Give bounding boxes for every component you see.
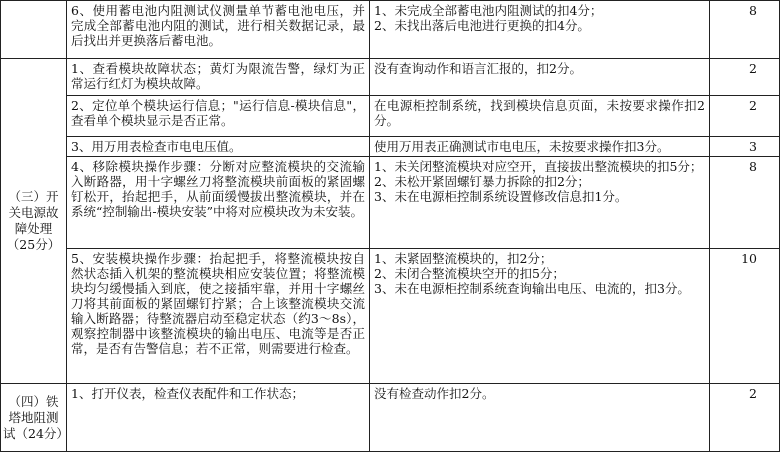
rule-line: 1、未关闭整流模块对应空开，直接拔出整流模块的扣5分；: [374, 159, 703, 174]
score-cell: [710, 96, 780, 137]
score-cell: [710, 249, 780, 384]
table-row: [1, 96, 780, 137]
rule-cell: [370, 1, 710, 59]
content-cell: [67, 59, 370, 96]
section-cell-previous: [1, 1, 67, 59]
rule-cell: [370, 157, 710, 249]
content-line: 5、安装模块操作步骤：抬起把手，将整流模块按自然状态插入机架的整流模块相应安装位置；将整流模块均匀缓慢插入到底，使之接插牢靠，并用十字螺丝刀将其前面板的紧固螺钉拧紧；合上该整流模块交流输入断路器；待整流器启动至稳定状态（约3～8s），观察控制器中该整流模块的输出电压、电流等是否正常，是否有告警信息；若不正常，则需要进行检查。: [71, 251, 365, 356]
rule-line: 使用万用表正确测试市电电压，未按要求操作扣3分。: [374, 139, 670, 154]
section-cell-s4: [1, 384, 67, 452]
score-cell: [710, 384, 780, 452]
rule-line: 3、未在电源柜控制系统查询输出电压、电流的，扣3分。: [374, 281, 690, 296]
rule-line: 2、未闭合整流模块空开的扣5分；: [374, 266, 565, 281]
rule-cell: [370, 59, 710, 96]
table-row: [1, 157, 780, 249]
content-line: 4、移除模块操作步骤：分断对应整流模块的交流输入断路器，用十字螺丝刀将整流模块前面板的紧固螺钉松开，抬起把手，从前面缓慢拔出整流模块，并在系统“控制输出-模块安装”中将对应模块改为未安装。: [71, 159, 365, 219]
score-value: 2: [749, 386, 757, 401]
rule-cell: [370, 384, 710, 452]
score-value: 3: [749, 139, 757, 154]
table-row: [1, 137, 780, 157]
content-cell: [67, 137, 370, 157]
score-value: 8: [749, 159, 757, 174]
score-value: 10: [741, 251, 757, 266]
rule-line: 2、未找出落后电池进行更换的扣4分。: [374, 18, 590, 33]
rule-line: 没有检查动作扣2分。: [374, 386, 495, 401]
content-line: 1、打开仪表，检查仪表配件和工作状态；: [71, 386, 304, 401]
content-cell: [67, 96, 370, 137]
section-label-s4: （四）铁塔地阻测试（24分）: [3, 393, 69, 441]
score-cell: [710, 157, 780, 249]
content-cell: [67, 249, 370, 384]
score-value: 8: [749, 3, 757, 18]
content-line: 1、查看模块故障状态；黄灯为限流告警，绿灯为正常运行红灯为模块故障。: [71, 61, 365, 91]
score-cell: [710, 1, 780, 59]
score-value: 2: [749, 98, 757, 113]
section-cell-s3: [1, 59, 67, 384]
rule-cell: [370, 249, 710, 384]
score-cell: [710, 59, 780, 96]
table-row: [1, 1, 780, 59]
content-cell: [67, 157, 370, 249]
section-label-s3: （三）开关电源故障处理（25分）: [6, 189, 61, 252]
rule-line: 没有查询动作和语言汇报的，扣2分。: [374, 61, 582, 76]
rule-line: 3、未在电源柜控制系统设置修改信息扣1分。: [374, 189, 628, 204]
rule-line: 在电源柜控制系统，找到模块信息页面，未按要求操作扣2分。: [374, 98, 705, 128]
table-row: [1, 59, 780, 96]
content-cell: [67, 1, 370, 59]
table-row: [1, 249, 780, 384]
score-value: 2: [749, 61, 757, 76]
rule-line: 1、未紧固整流模块的，扣2分；: [374, 251, 553, 266]
content-cell: [67, 384, 370, 452]
table-row: [1, 384, 780, 452]
rule-cell: [370, 137, 710, 157]
score-cell: [710, 137, 780, 157]
content-line: 2、定位单个模块运行信息；"运行信息-模块信息"，查看单个模块显示是否正常。: [71, 98, 365, 128]
rule-cell: [370, 96, 710, 137]
rule-line: 1、未完成全部蓄电池内阻测试的扣4分；: [374, 3, 603, 18]
content-line: 3、用万用表检查市电电压值。: [71, 139, 242, 154]
rule-line: 2、未松开紧固螺钉暴力拆除的扣2分；: [374, 174, 590, 189]
content-line: 6、使用蓄电池内阻测试仪测量单节蓄电池电压，并完成全部蓄电池内阻的测试，进行相关数据记录，最后找出并更换落后蓄电池。: [71, 3, 365, 48]
